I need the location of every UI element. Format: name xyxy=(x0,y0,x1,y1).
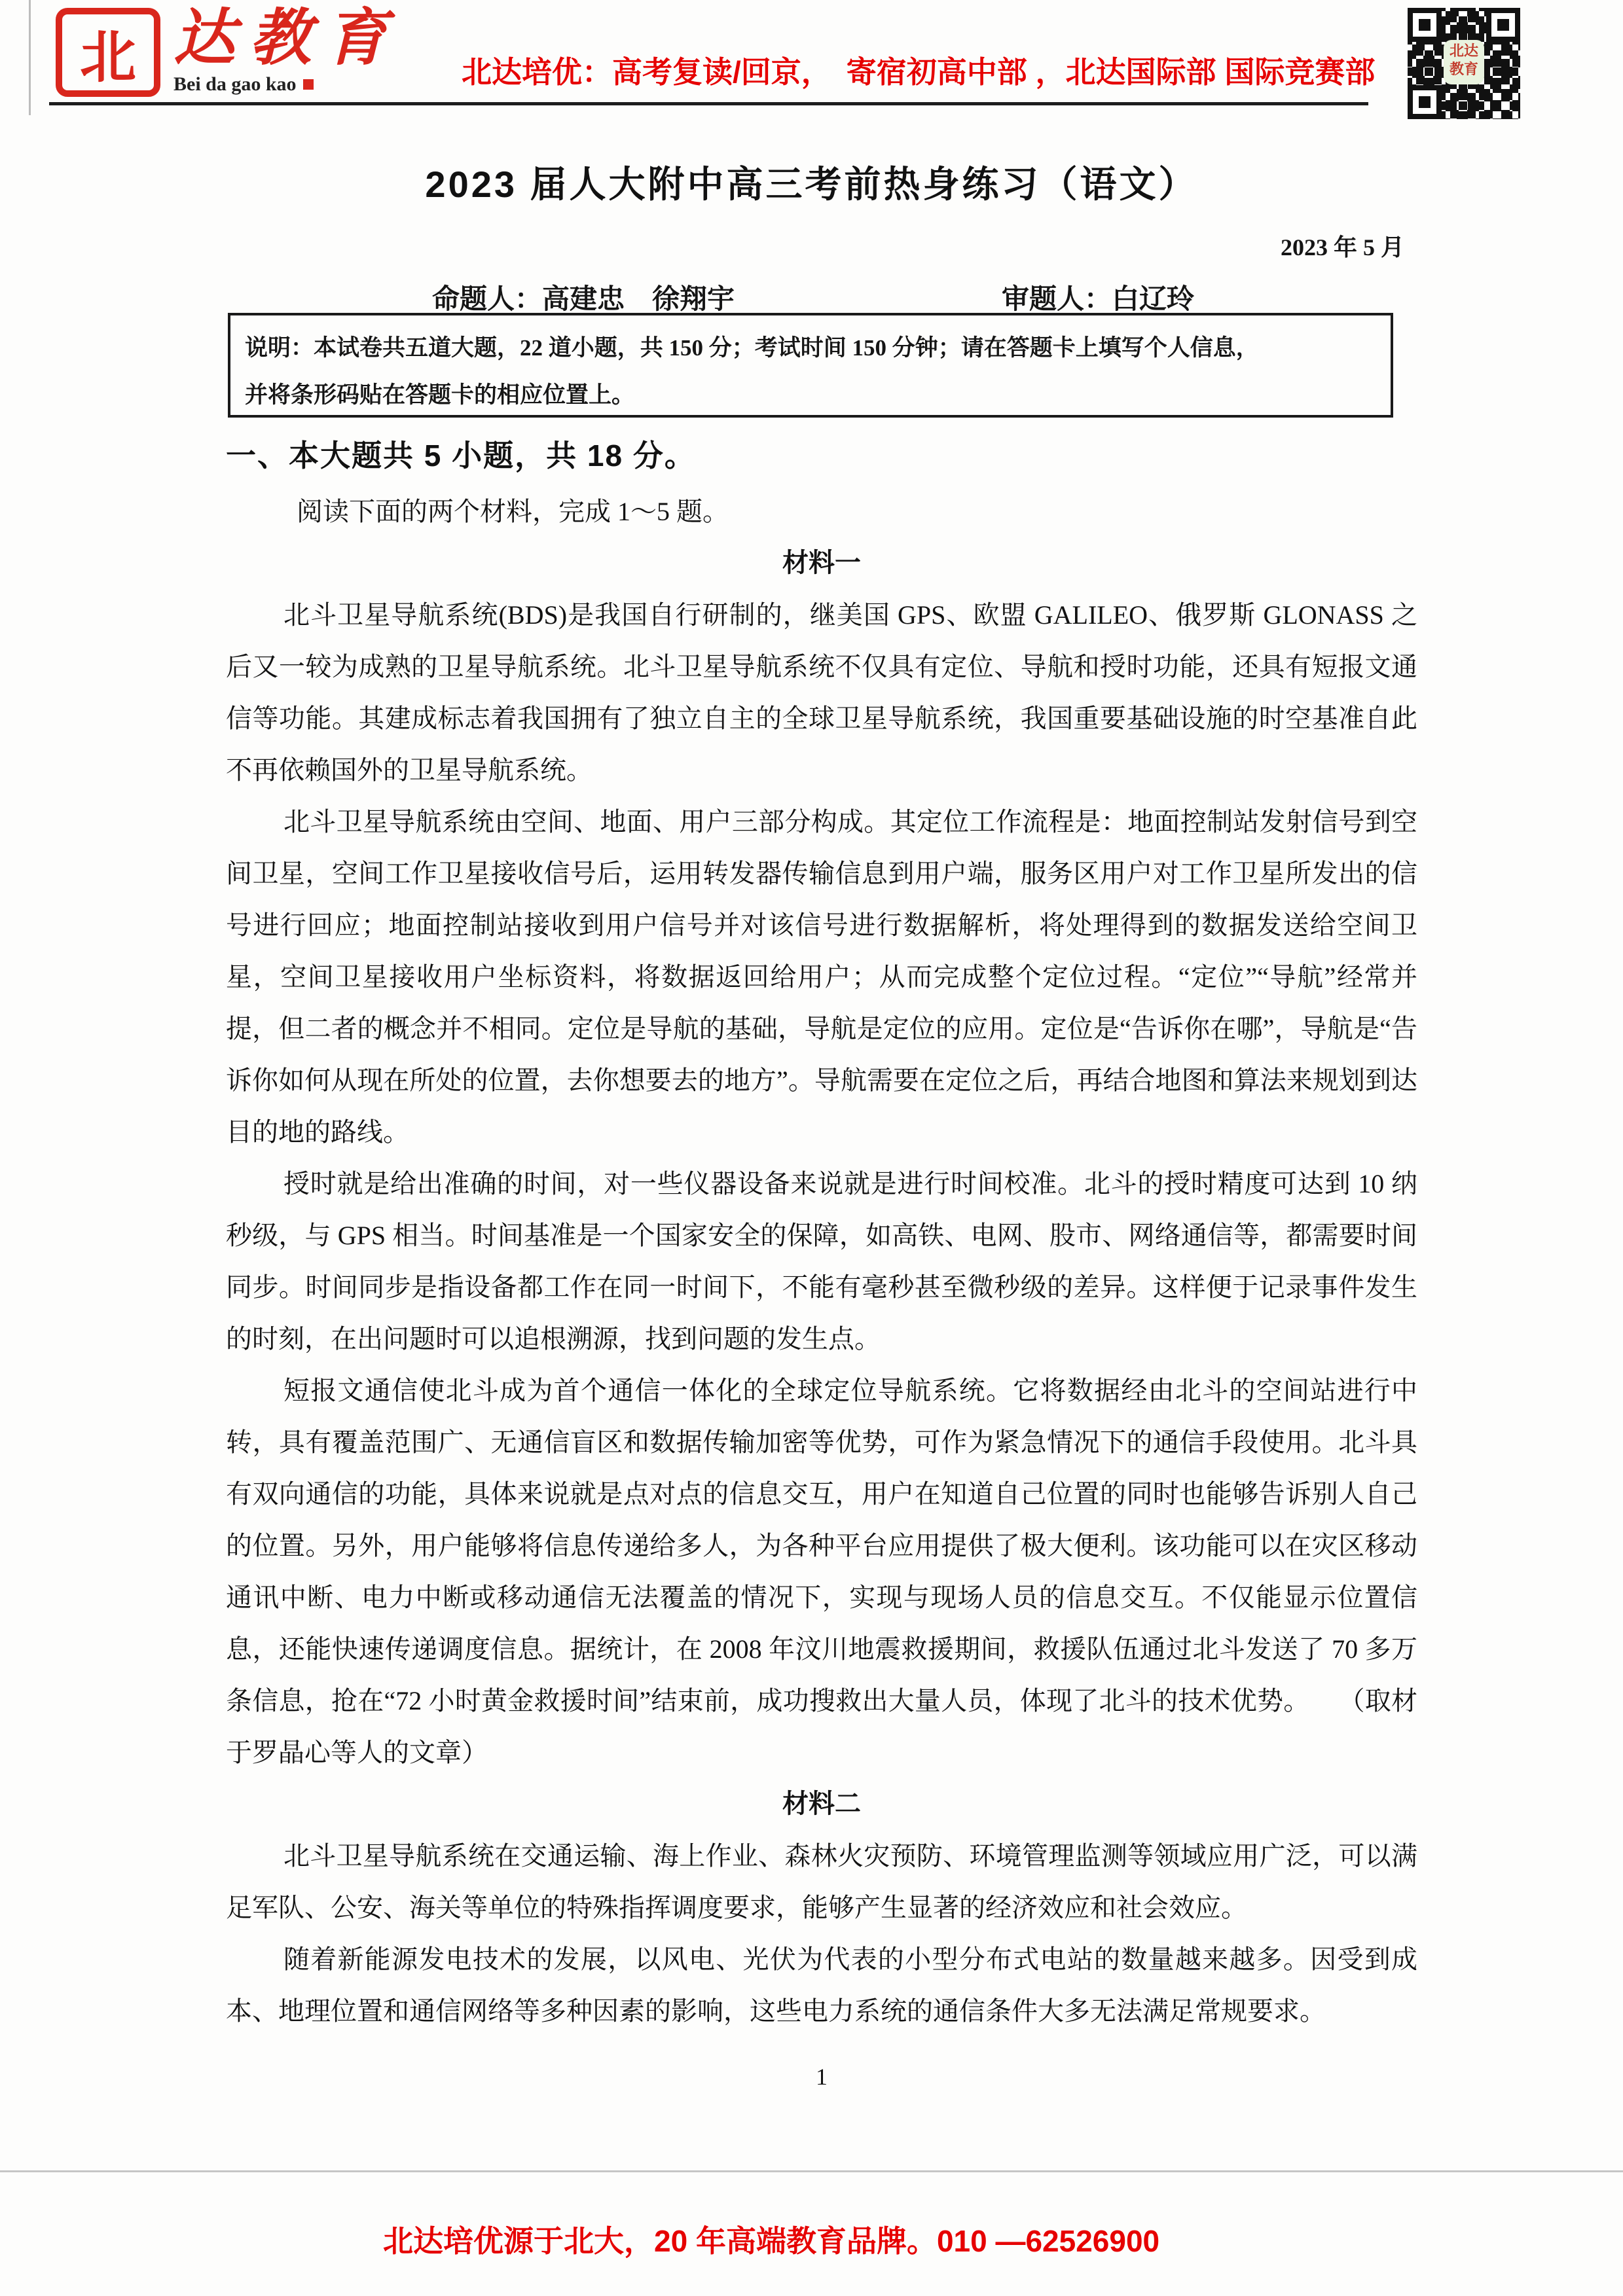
question-setters: 命题人：高建忠 徐翔宇 xyxy=(432,285,735,315)
header-divider xyxy=(49,102,1368,105)
scan-artifact-line xyxy=(0,2170,1623,2172)
material-paragraph: 授时就是给出准确的时间，对一些仪器设备来说就是进行时间校准。北斗的授时精度可达到 10 纳秒级，与 GPS 相当。时间基准是一个国家安全的保障，如高铁、电网、股市、网络通信等，都需要时间同步。时间同步是指设备都工作在同一时间下，不能有毫秒甚至微秒级的差异。这样便于记录事件发生的时刻，在出问题时可以追根溯源，找到问题的发生点。 xyxy=(226,1169,1417,1354)
material-two-heading: 材料二 xyxy=(782,1789,861,1818)
qr-label-line1: 北达 xyxy=(1449,43,1478,59)
qr-finder-icon xyxy=(1486,8,1520,42)
reading-instruction: 阅读下面的两个材料，完成 1～5 题。 xyxy=(297,497,729,526)
question-reviewer: 审题人：白辽玲 xyxy=(1002,285,1195,315)
material-paragraph xyxy=(226,1365,1417,1778)
exam-title: 2023 届人大附中高三考前热身练习（语文） xyxy=(425,164,1198,205)
qr-label-line2: 教育 xyxy=(1449,61,1478,77)
beida-education-logo xyxy=(56,5,402,97)
exam-date: 2023 年 5 月 xyxy=(1280,234,1404,260)
material-paragraph-text: 短报文通信使北斗成为首个通信一体化的全球定位导航系统。它将数据经由北斗的空间站进行中转，具有覆盖范围广、无通信盲区和数据传输加密等优势，可作为紧急情况下的通信手段使用。北斗具有双向通信的功能，具体来说就是点对点的信息交互，用户在知道自己位置的同时也能够告诉别人自己的位置。另外，用户能够将信息传递给多人，为各种平台应用提供了极大便利。该功能可以在灾区移动通讯中断、电力中断或移动通信无法覆盖的情况下，实现与现场人员的信息交互。不仅能显示位置信息，还能快速传递调度信息。据统计，在 2008 年汶川地震救援期间，救援队伍通过北斗发送了 70 多万条信息，抢在“72 小时黄金救援时间”结束前，成功搜救出大量人员，体现了北斗的技术优势。 xyxy=(226,1376,1417,1715)
material-one-heading: 材料一 xyxy=(782,548,861,577)
qr-center-label xyxy=(1446,42,1482,82)
material-paragraph: 北斗卫星导航系统由空间、地面、用户三部分构成。其定位工作流程是：地面控制站发射信号到空间卫星，空间工作卫星接收信号后，运用转发器传输信息到用户端，服务区用户对工作卫星所发出的信号进行回应；地面控制站接收到用户信号并对该信号进行数据解析，将处理得到的数据发送给空间卫星，空间卫星接收用户坐标资料，将数据返回给用户；从而完成整个定位过程。“定位”“导航”经常并提，但二者的概念并不相同。定位是导航的基础，导航是定位的应用。定位是“告诉你在哪”，导航是“告诉你如何从现在所处的位置，去你想要去的地方”。导航需要在定位之后，再结合地图和算法来规划到达目的地的路线。 xyxy=(226,807,1417,1147)
material-paragraph: 北斗卫星导航系统(BDS)是我国自行研制的，继美国 GPS、欧盟 GALILEO、俄罗斯 GLONASS 之后又一较为成熟的卫星导航系统。北斗卫星导航系统不仅具有定位、导航和授时功能，还具有短报文通信等功能。其建成标志着我国拥有了独立自主的全球卫星导航系统，我国重要基础设施的时空基准自此不再依赖国外的卫星导航系统。 xyxy=(226,600,1417,785)
source-attribution: （取材于罗晶心等人的文章） xyxy=(226,1686,1418,1767)
scan-artifact-line xyxy=(29,0,31,115)
material-paragraph: 随着新能源发电技术的发展，以风电、光伏为代表的小型分布式电站的数量越来越多。因受到成本、地理位置和通信网络等多种因素的影响，这些电力系统的通信条件大多无法满足常规要求。 xyxy=(226,1945,1417,2026)
instructions-line2: 并将条形码贴在答题卡的相应位置上。 xyxy=(245,382,635,408)
qr-finder-icon xyxy=(1408,85,1442,119)
logo-seal-character: 北 xyxy=(80,26,136,89)
qr-code xyxy=(1408,8,1520,119)
material-paragraph: 北斗卫星导航系统在交通运输、海上作业、森林火灾预防、环境管理监测等领域应用广泛，可以满足军队、公安、海关等单位的特殊指挥调度要求，能够产生显著的经济效应和社会效应。 xyxy=(226,1841,1417,1922)
header-slogan: 北达培优：高考复读/回京， 寄宿初高中部 ，北达国际部 国际竞赛部 xyxy=(462,55,1376,89)
exam-body xyxy=(226,486,1417,2103)
section-one-heading: 一、本大题共 5 小题，共 18 分。 xyxy=(226,439,696,473)
page-number: 1 xyxy=(816,2064,828,2090)
logo-text-block xyxy=(173,5,402,96)
logo-pinyin-text: Bei da gao kao xyxy=(173,73,297,95)
logo-brand-calligraphy: 达教育 xyxy=(173,5,402,73)
qr-finder-icon xyxy=(1408,8,1442,42)
footer-brand-line: 北达培优源于北大，20 年高端教育品牌。010 —62526900 xyxy=(383,2224,1160,2258)
logo-seal-icon xyxy=(56,8,160,97)
logo-red-square-icon xyxy=(303,79,314,90)
logo-pinyin-subtitle xyxy=(173,73,401,96)
exam-instructions-box xyxy=(228,313,1393,418)
authors-row xyxy=(226,278,1417,317)
instructions-line1: 说明：本试卷共五道大题，22 道小题，共 150 分；考试时间 150 分钟；请在答题卡上填写个人信息， xyxy=(245,335,1259,361)
